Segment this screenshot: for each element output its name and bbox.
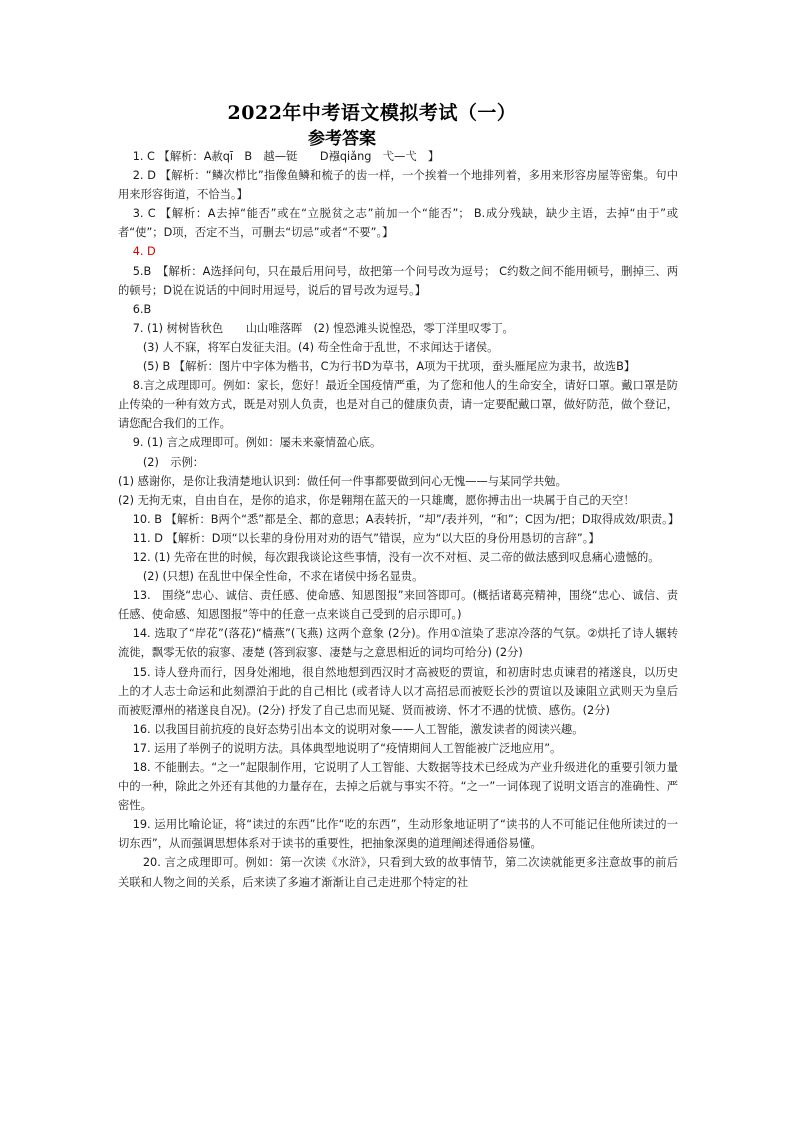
answer-q20: 20. 言之成理即可。例如：第一次读《水浒》，只看到大致的故事情节，第二次读就能更多注意故事的前后关联和人物之间的关系，后来读了多遍才渐渐让自己走进那个特定的社 (118, 856, 678, 889)
answer-q15: 15. 诗人登舟而行，因身处湘地，很自然地想到西汉时才高被贬的贾谊，和初唐时忠贞谏君的褚遂良，以历史上的才人志士命运和此刻漂泊于此的自己相比 (或者诗人以才高招忌而被贬长沙的贾谊以及谏阻立武则天为皇后而被贬潭州的褚遂良自况)。(2分) 抒发了自己忠而见疑、贤而被谤、怀才不遇的忧愤、感伤。(2分) (118, 665, 678, 717)
answer-q8: 8.言之成理即可。例如：家长，您好！最近全国疫情严重，为了您和他人的生命安全，请好口罩。戴口罩是防止传染的一种有效方式，既是对别人负责，也是对自己的健康负责，请一定要配戴口罩，做好防范，做个登记，请您配合我们的工作。 (118, 379, 678, 431)
answer-q17: 17. 运用了举例子的说明方法。具体典型地说明了“疫情期间人工智能被广泛地应用”。 (132, 741, 562, 755)
answer-q9-example-1: (1) 感谢你，是你让我清楚地认识到：做任何一件事都要做到问心无愧——与某同学共勉。 (118, 474, 567, 488)
answer-q12-1: 12. (1) 先帝在世的时候，每次跟我谈论这些事情，没有一次不对桓、灵二帝的做法感到叹息痛心遗憾的。 (132, 550, 660, 564)
answer-q3: 3. C 【解析：A去掉“能否”或在“立脱贫之志”前加一个“能否”； B.成分残缺，缺少主语，去掉“由于”或者“使”；D项，否定不当，可删去“切忌”或者“不要”。】 (118, 207, 678, 240)
answer-q19: 19. 运用比喻论证，将“读过的东西”比作“吃的东西”，生动形象地证明了“读书的人不可能记住他所读过的一切东西”，从而强调思想体系对于读书的重要性，把抽象深奥的道理阐述得通俗易懂。 (118, 818, 678, 851)
answer-q7-1: 7. (1) 树树皆秋色 山山唯落晖 (2) 惶恐滩头说惶恐，零丁洋里叹零丁。 (132, 321, 514, 335)
answer-q5: 5.B 【解析：A选择问句，只在最后用问号，故把第一个问号改为逗号； C约数之间不能用顿号，删掉三、两的顿号；D说在说话的中间时用逗号，说后的冒号改为逗号。】 (118, 264, 678, 297)
answer-q7-5: (5) B 【解析：图片中字体为楷书，C为行书D为草书，A项为干扰项，蚕头雁尾应为隶书，故选B】 (142, 360, 636, 374)
answer-q1: 1. C 【解析：A赦qī B 越—铤 D襁qiǎng 弋—弋 】 (132, 150, 440, 163)
answer-key-heading: 参考答案 (308, 129, 376, 149)
answer-body (118, 147, 678, 892)
answer-q2: 2. D 【解析：“鳞次栉比”指像鱼鳞和梳子的齿一样，一个挨着一个地排列着，多用来形容房屋等密集。句中用来形容街道，不恰当。】 (118, 169, 678, 202)
answer-q10: 10. B 【解析：B两个“悉”都是全、都的意思；A表转折，“却”/表并列，“和”；C因为/把；D取得成效/职责。】 (132, 512, 680, 526)
answer-q7-3: (3) 人不寐，将军白发征夫泪。(4) 苟全性命于乱世，不求闻达于诸侯。 (142, 340, 499, 354)
answer-q6: 6.B (132, 302, 152, 316)
exam-title: 2022年中考语文模拟考试（一） (227, 102, 517, 124)
answer-q12-2: (2) (只想) 在乱世中保全性命，不求在诸侯中扬名显贵。 (142, 570, 424, 584)
answer-q4: 4. D (132, 245, 156, 259)
answer-q13: 13. 围绕“忠心、诚信、责任感、使命感、知恩图报”来回答即可。(概括诸葛亮精神，围绕“忠心、诚信、责任感、使命感、知恩图报”等中的任意一点来谈自己受到的启示即可。) (118, 589, 678, 622)
answer-q9-2: (2) 示例： (142, 455, 205, 469)
answer-q16: 16. 以我国目前抗疫的良好态势引出本文的说明对象——人工智能，激发读者的阅读兴趣。 (132, 722, 584, 736)
answer-q9-1: 9. (1) 言之成理即可。例如：屡未来豪情盈心底。 (132, 436, 382, 450)
answer-q18: 18. 不能删去。“之一”起限制作用，它说明了人工智能、大数据等技术已经成为产业升级进化的重要引领力量中的一种，除此之外还有其他的力量存在，去掉之后就与事实不符。“之一”一词体现了说明文语言的准确性、严密性。 (118, 761, 678, 813)
answer-q9-example-2: (2) 无拘无束，自由自在，是你的追求，你是翱翔在蓝天的一只雄鹰，愿你搏击出一块属于自己的天空！ (118, 493, 635, 507)
answer-q14: 14. 选取了“岸花”(落花)“樯燕”(飞燕) 这两个意象 (2分)。作用①渲染了悲凉冷落的气氛。②烘托了诗人辗转流徙，飘零无依的寂寥、凄楚 (答到寂寥、凄楚与之意思相近的词均可给分) (2分) (118, 627, 678, 660)
answer-q11: 11. D 【解析：D项“以长辈的身份用对劝的语气”错误，应为“以大臣的身份用恳切的言辞”。】 (132, 531, 600, 545)
